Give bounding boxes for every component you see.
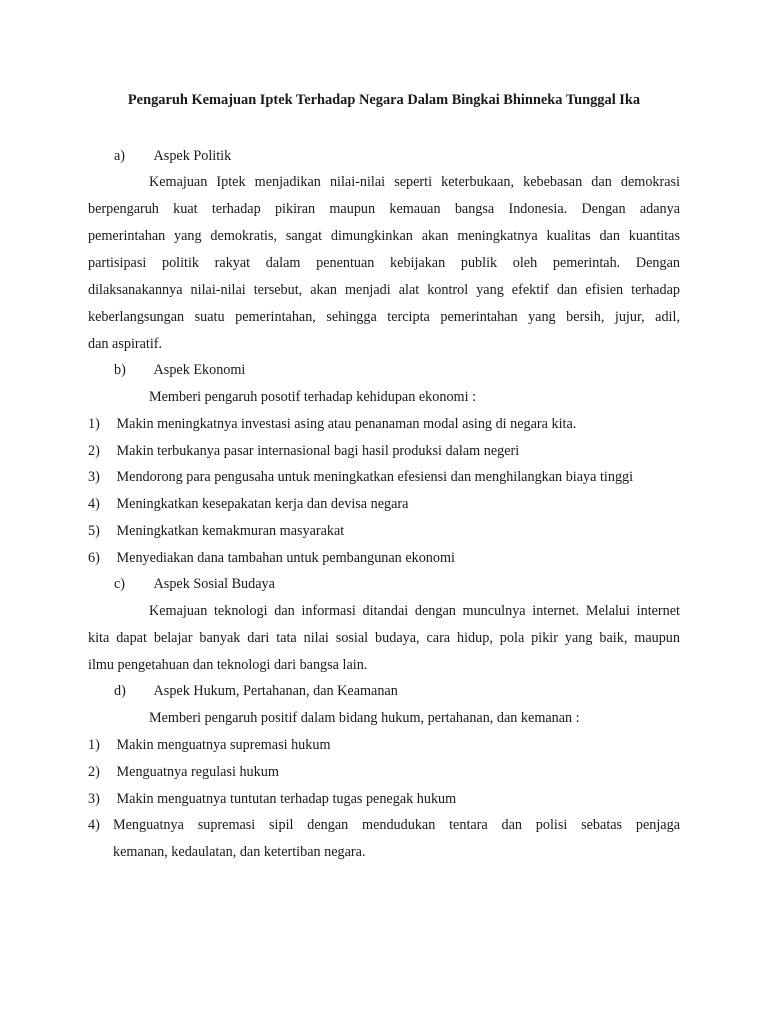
list-number: 4) [88,817,100,833]
list-number: 4) [88,496,100,512]
list-item-text: Meningkatkan kesepakatan kerja dan devisa negara [116,496,409,512]
paragraph-line: kita dapat belajar banyak dari tata nilai sosial budaya, cara hidup, pola pikir yang baik, maupun [88,630,680,646]
list-item-text: Makin meningkatnya investasi asing atau penanaman modal asing di negara kita. [116,416,577,432]
list-number: 3) [88,469,100,485]
list-item [88,496,408,513]
section-marker: a) [114,148,126,164]
list-number: 2) [88,764,100,780]
list-item-text: Menguatnya supremasi sipil dengan mendudukan tentara dan polisi sebatas penjaga [113,817,680,833]
section-intro: Memberi pengaruh positif dalam bidang hukum, pertahanan, dan kemanan : [149,710,580,726]
paragraph-line: partisipasi politik rakyat dalam penentuan kebijakan publik oleh pemerintah. Dengan [88,255,680,271]
paragraph-line: berpengaruh kuat terhadap pikiran maupun kemauan bangsa Indonesia. Dengan adanya [88,201,680,217]
section-heading: Aspek Sosial Budaya [153,576,275,592]
list-item-text: Makin menguatnya tuntutan terhadap tugas penegak hukum [116,791,457,807]
list-item [88,523,344,540]
section-b-heading [114,362,245,379]
paragraph-line: keberlangsungan suatu pemerintahan, sehingga tercipta pemerintahan yang bersih, jujur, adil, [88,309,680,325]
list-number: 1) [88,737,100,753]
paragraph-line: ilmu pengetahuan dan teknologi dari bangsa lain. [88,657,368,673]
list-item [88,737,331,754]
section-heading: Aspek Ekonomi [153,362,246,378]
list-item-text-continued: kemanan, kedaulatan, dan ketertiban negara. [113,844,366,860]
section-c-heading [114,576,275,593]
list-item [88,817,113,834]
section-heading: Aspek Politik [153,148,232,164]
list-item-text: Mendorong para pengusaha untuk meningkatkan efesiensi dan menghilangkan biaya tinggi [116,469,634,485]
list-item [88,764,279,781]
list-number: 1) [88,416,100,432]
list-number: 5) [88,523,100,539]
list-item-text: Makin terbukanya pasar internasional bagi hasil produksi dalam negeri [116,443,520,459]
section-marker: d) [114,683,126,699]
section-intro: Memberi pengaruh posotif terhadap kehidupan ekonomi : [149,389,477,405]
list-item [88,469,633,486]
section-marker: b) [114,362,126,378]
list-item-text: Makin menguatnya supremasi hukum [116,737,331,753]
list-item-text: Meningkatkan kemakmuran masyarakat [116,523,345,539]
section-d-heading [114,683,398,700]
list-item-text: Menyediakan dana tambahan untuk pembangunan ekonomi [116,550,455,566]
section-marker: c) [114,576,126,592]
list-item [88,443,519,460]
list-item-text: Menguatnya regulasi hukum [116,764,279,780]
list-item [88,550,455,567]
paragraph-line: dan aspiratif. [88,336,163,352]
list-item [88,791,456,808]
paragraph-line: Kemajuan Iptek menjadikan nilai-nilai seperti keterbukaan, kebebasan dan demokrasi [149,174,680,190]
list-number: 2) [88,443,100,459]
list-number: 3) [88,791,100,807]
paragraph-line: dilaksanakannya nilai-nilai tersebut, akan menjadi alat kontrol yang efektif dan efisien terhadap [88,282,680,298]
section-a-heading [114,148,231,165]
paragraph-line: pemerintahan yang demokratis, sangat dimungkinkan akan meningkatnya kualitas dan kuantitas [88,228,680,244]
section-heading: Aspek Hukum, Pertahanan, dan Keamanan [153,683,398,699]
paragraph-line: Kemajuan teknologi dan informasi ditandai dengan munculnya internet. Melalui internet [149,603,680,619]
list-item [88,416,576,433]
list-number: 6) [88,550,100,566]
document-title: Pengaruh Kemajuan Iptek Terhadap Negara Dalam Bingkai Bhinneka Tunggal Ika [127,92,641,108]
